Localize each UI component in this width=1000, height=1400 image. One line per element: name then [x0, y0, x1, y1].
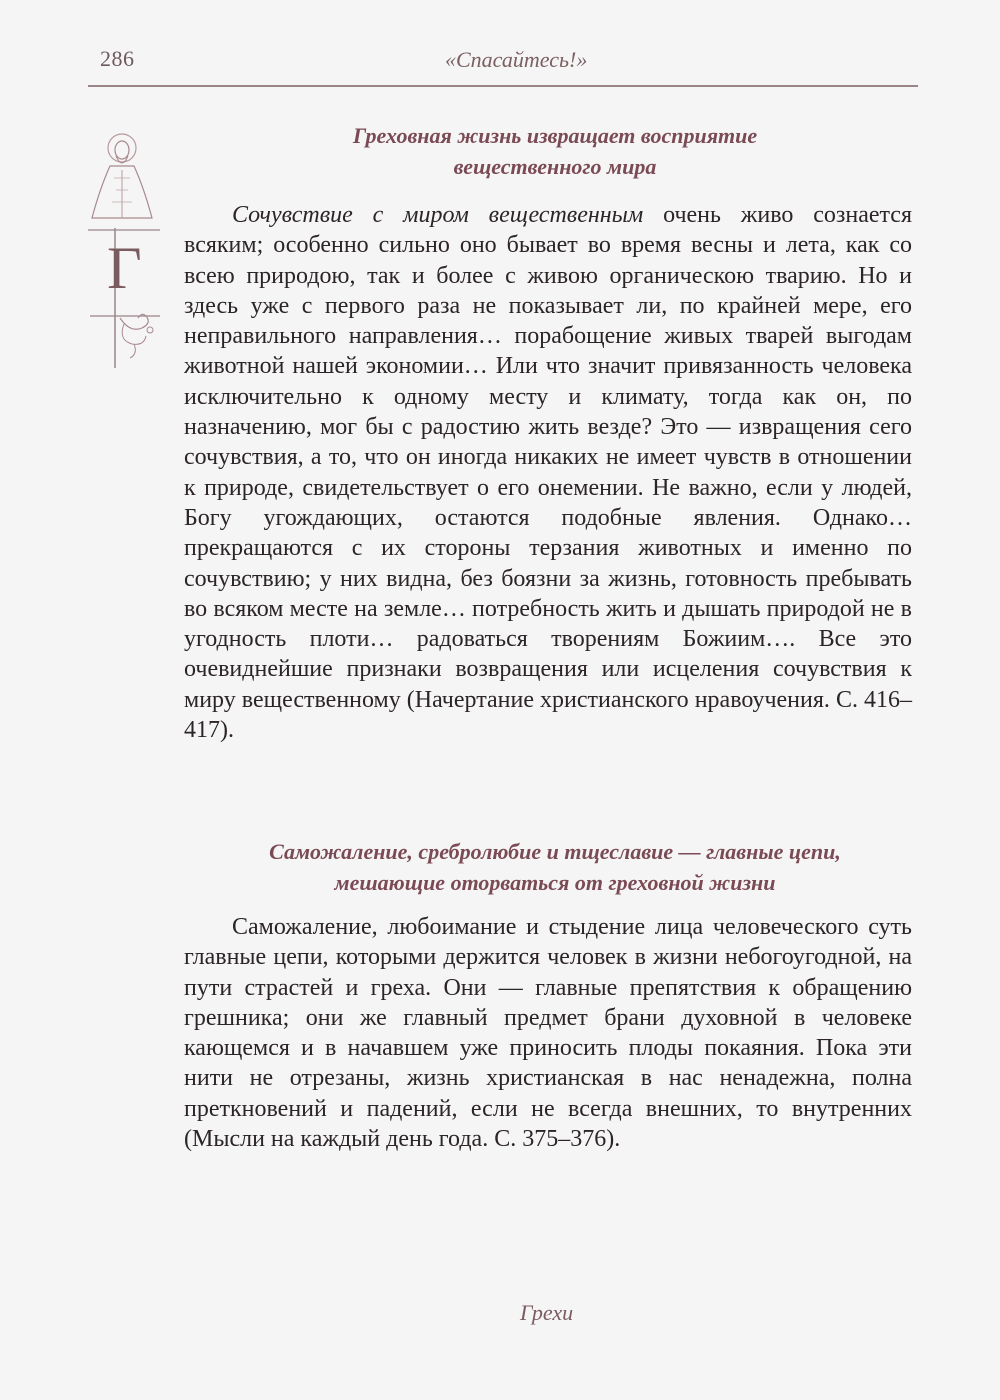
section-2-title-line-1: Саможаление, сребролюбие и тщеславие — главные цепи, [269, 839, 841, 864]
floral-ornament-icon [90, 314, 160, 358]
running-title: «Спасайтесь!» [445, 47, 588, 72]
section-1-lead: Сочувствие с миром вещественным [232, 202, 644, 228]
section-2-title [180, 836, 930, 898]
section-2-paragraph: Саможаление, любоимание и стыдение лица человеческого суть главные цепи, которыми держится человек в жизни небогоугодной, на пути страстей и греха. Они — главные препятствия к обращению грешника; они же главный предмет брани духовной в человеке кающемся и в начавшем уже приносить плоды покаяния. Пока эти нити не отрезаны, жизнь христианская в нас ненадежна, полна преткновений и падений, если не всегда внешних, то внутренних (Мысли на каждый день года. С. 375–376). [184, 914, 912, 1153]
page-number: 286 [100, 46, 135, 71]
section-1-title-line-1: Греховная жизнь извращает восприятие [352, 123, 758, 148]
section-1-paragraph [184, 200, 912, 745]
section-1-text: очень живо сознается всяким; особенно сильно оно бывает во время весны и лета, как со всею природою, так и более с живою органическою тварию. Но и здесь уже с первого раза не показывает ли, по крайней мере, его неправильного направления… порабощение живых тварей выгодам животной нашей экономии… Или что значит привязанность человека исключительно к одному месту и климату, тогда как он, по назначению, мог бы с радостию жить везде? Это — извращения сего сочувствия, а то, что он иногда никаких не имеет чувств в отношении к природе, свидетельствует о его онемении. Не важно, если у людей, Богу угождающих, остаются подобные явления. Однако… прекращаются с их стороны терзания животных и именно по сочувствию; у них видна, без боязни за жизнь, готовность пребывать во всяком месте на земле… потребность жить и дышать природой не в угодность плоти… радоваться творениям Божиим…. Все это очевиднейшие признаки возвращения или исцеления сочувствия к миру вещественному (Начертание христианского нравоучения. С. 416–417). [184, 202, 912, 744]
header-rule [88, 85, 918, 87]
section-2-body [184, 912, 912, 1154]
section-letter: Г [107, 235, 142, 301]
section-2-title-line-2: мешающие оторваться от греховной жизни [334, 870, 776, 895]
section-1-title-line-2: вещественного мира [453, 154, 657, 179]
footer-label: Грехи [520, 1300, 574, 1325]
section-1-title [180, 120, 930, 182]
section-1-body [184, 200, 912, 745]
